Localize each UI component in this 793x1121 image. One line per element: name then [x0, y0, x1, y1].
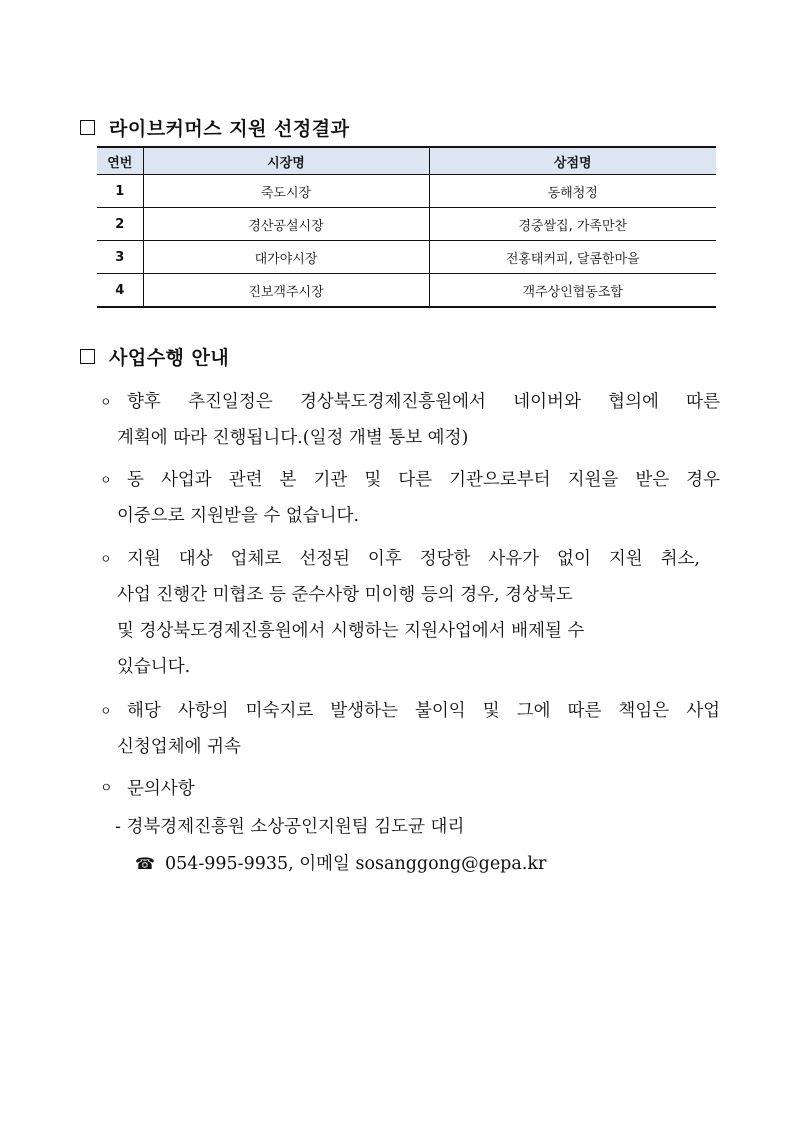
cell-market: 경산공설시장 — [143, 208, 429, 241]
header-number: 연번 — [97, 147, 143, 175]
telephone-icon: ☎ — [135, 854, 155, 873]
bullet-marker: ㅇ — [100, 473, 112, 487]
section-title-text: 라이브커머스 지원 선정결과 — [109, 118, 350, 140]
bullet-schedule — [100, 384, 720, 456]
cell-store: 전홍태커피, 달콤한마을 — [429, 241, 716, 274]
contact-phone-email: 054-995-9935, 이메일 sosanggong@gepa.kr — [164, 854, 547, 874]
bullet-line: 지원 대상 업체로 선정된 이후 정당한 사유가 없이 지원 취소, — [127, 549, 700, 569]
table-row — [97, 241, 716, 274]
table-row — [97, 208, 716, 241]
cell-number: 4 — [97, 274, 143, 308]
bullet-line: 해당 사항의 미숙지로 발생하는 불이익 및 그에 따른 책임은 사업 — [127, 701, 720, 721]
table-header-row — [97, 147, 716, 175]
section-title-text: 사업수행 안내 — [109, 347, 230, 369]
table-row — [97, 175, 716, 208]
checkbox-square-icon — [80, 120, 95, 135]
cell-store: 객주상인협동조합 — [429, 274, 716, 308]
checkbox-square-icon — [80, 349, 95, 364]
cell-number: 2 — [97, 208, 143, 241]
cell-market: 대가야시장 — [143, 241, 429, 274]
header-store-name: 상점명 — [429, 147, 716, 175]
results-table — [97, 146, 716, 308]
section-title-results — [80, 114, 349, 141]
bullet-responsibility — [100, 693, 720, 765]
bullet-inquiry — [100, 771, 720, 807]
cell-number: 3 — [97, 241, 143, 274]
header-market-name: 시장명 — [143, 147, 429, 175]
bullet-duplicate-support — [100, 462, 720, 534]
contact-info — [135, 847, 546, 881]
cell-market: 진보객주시장 — [143, 274, 429, 308]
bullet-exclusion — [100, 541, 720, 685]
bullet-marker: ㅇ — [100, 781, 113, 796]
bullet-line: 이중으로 지원받을 수 없습니다. — [117, 506, 360, 526]
bullet-marker: ㅇ — [100, 552, 112, 566]
cell-number: 1 — [97, 175, 143, 208]
contact-person: - 경북경제진흥원 소상공인지원팀 김도균 대리 — [115, 817, 465, 837]
bullet-line: 동 사업과 관련 본 기관 및 다른 기관으로부터 지원을 받은 경우 — [127, 470, 720, 490]
bullet-line: 있습니다. — [117, 657, 191, 677]
cell-market: 죽도시장 — [143, 175, 429, 208]
cell-store: 동해청정 — [429, 175, 716, 208]
bullet-line: 계획에 따라 진행됩니다.(일정 개별 통보 예정) — [117, 428, 469, 448]
bullet-line: 사업 진행간 미협조 등 준수사항 미이행 등의 경우, 경상북도 — [117, 585, 573, 605]
inquiry-label: 문의사항 — [127, 779, 195, 799]
bullet-line: 및 경상북도경제진흥원에서 시행하는 지원사업에서 배제될 수 — [117, 621, 585, 641]
bullet-line: 향후 추진일정은 경상북도경제진흥원에서 네이버와 협의에 따른 — [127, 392, 720, 412]
bullet-marker: ㅇ — [100, 704, 112, 718]
bullet-line: 신청업체에 귀속 — [117, 737, 241, 757]
table-row — [97, 274, 716, 308]
bullet-marker: ㅇ — [100, 395, 112, 409]
section-title-guide — [80, 343, 229, 370]
cell-store: 경중쌀집, 가족만찬 — [429, 208, 716, 241]
